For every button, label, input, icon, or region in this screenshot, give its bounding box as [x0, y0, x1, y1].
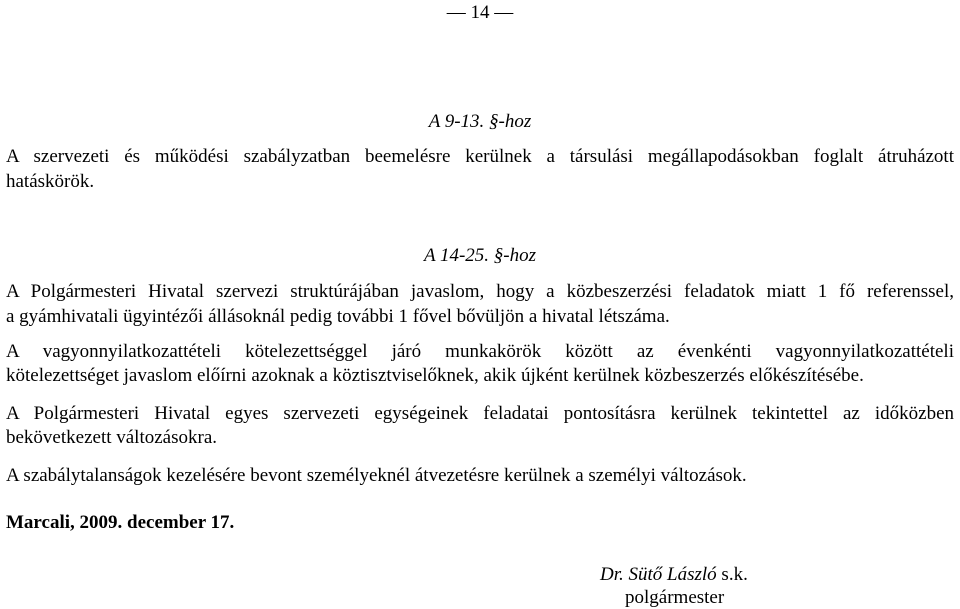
paragraph-2-line-2: a gyámhivatali ügyintézői állásoknál pedig további 1 fővel bővüljön a hivatal létszáma. [6, 306, 670, 327]
place-date: Marcali, 2009. december 17. [6, 512, 235, 533]
paragraph-4-line-1: A Polgármesteri Hivatal egyes szervezeti egységeinek feladatai pontosításra kerülnek tekintettel az időközben [6, 403, 954, 424]
section-heading-2: A 14-25. §-hoz [423, 245, 537, 266]
paragraph-3-line-2: kötelezettséget javaslom előírni azoknak a köztisztviselőknek, akik újként kerülnek közbeszerzés előkészítésébe. [6, 365, 864, 386]
paragraph-4-line-2: bekövetkezett változásokra. [6, 427, 218, 448]
section-heading-1: A 9-13. §-hoz [428, 111, 532, 132]
page-number: — 14 — [446, 2, 514, 23]
paragraph-1-line-2: hatáskörök. [6, 171, 95, 192]
signature-title: polgármester [625, 587, 725, 608]
signature-name-text: Dr. Sütő László [600, 564, 717, 585]
signature-suffix: s.k. [716, 564, 748, 585]
paragraph-2-line-1: A Polgármesteri Hivatal szervezi struktúrájában javaslom, hogy a közbeszerzési feladatok miatt 1 fő referenssel, [6, 281, 954, 302]
paragraph-1-line-1: A szervezeti és működési szabályzatban beemelésre kerülnek a társulási megállapodásokban foglalt átruházott [6, 146, 954, 167]
paragraph-3-line-1: A vagyonnyilatkozattételi kötelezettséggel járó munkakörök között az évenkénti vagyonnyilatkozattételi [6, 341, 954, 362]
signature-name [600, 565, 748, 584]
paragraph-5-line-1: A szabálytalanságok kezelésére bevont személyeknél átvezetésre kerülnek a személyi változások. [6, 465, 747, 486]
